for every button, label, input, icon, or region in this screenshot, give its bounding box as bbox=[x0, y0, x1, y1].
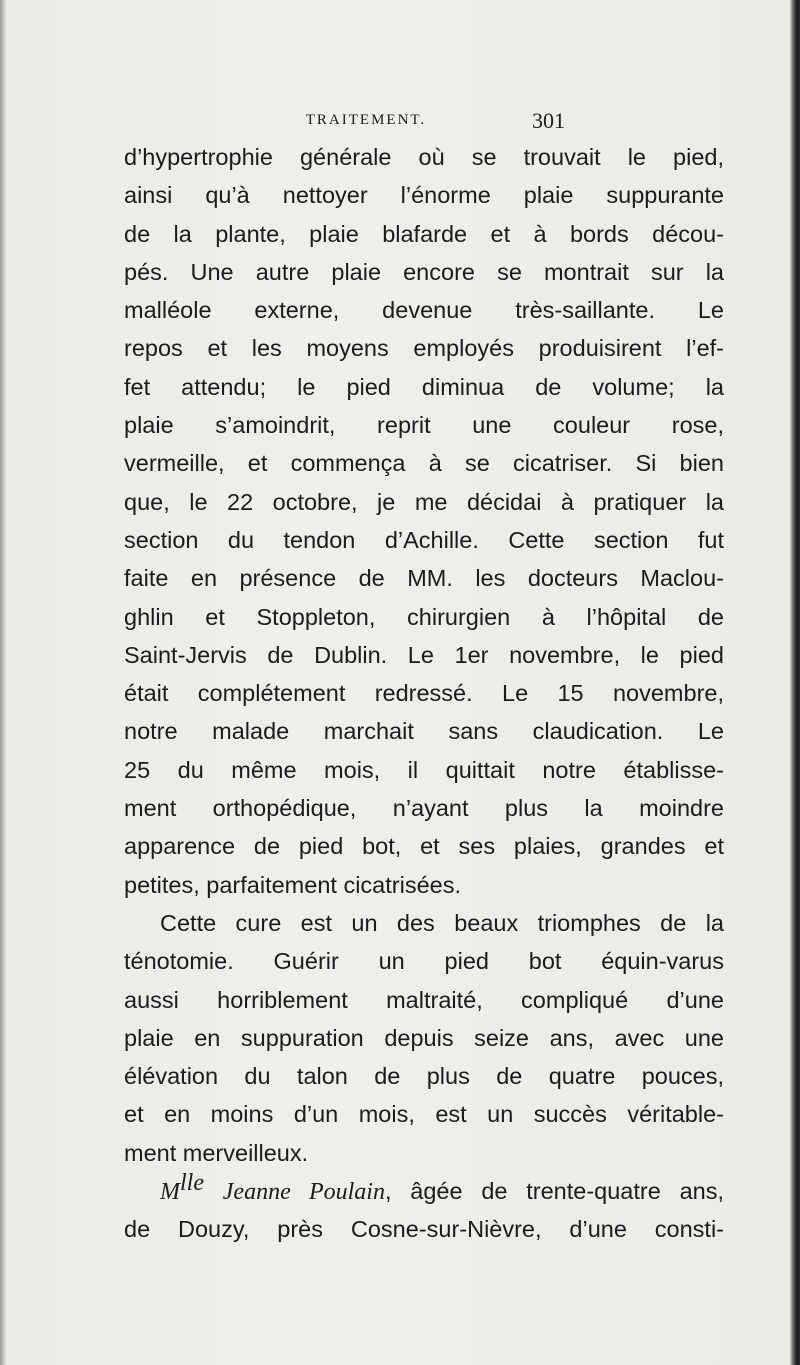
text-line: repos et les moyens employés produisirent l’ef- bbox=[124, 335, 724, 362]
body-text bbox=[124, 138, 724, 1249]
gutter-shadow bbox=[0, 0, 6, 1365]
text-line bbox=[124, 1172, 724, 1210]
page-header bbox=[0, 108, 800, 136]
text-line: ténotomie. Guérir un pied bot équin-varus bbox=[124, 948, 724, 975]
text-line: de la plante, plaie blafarde et à bords décou- bbox=[124, 220, 724, 247]
text-line: ment orthopédique, n’ayant plus la moindre bbox=[124, 795, 724, 822]
paragraph bbox=[124, 138, 724, 904]
text-line: Saint-Jervis de Dublin. Le 1er novembre, le pied bbox=[124, 641, 724, 668]
text-line: élévation du talon de plus de quatre pouces, bbox=[124, 1063, 724, 1090]
paragraph bbox=[124, 1172, 724, 1249]
text-line: ment merveilleux. bbox=[124, 1139, 309, 1166]
text-line: d’hypertrophie générale où se trouvait le pied, bbox=[124, 144, 724, 170]
text-line: fet attendu; le pied diminua de volume; la bbox=[124, 373, 724, 400]
text-line: faite en présence de MM. les docteurs Maclou- bbox=[124, 565, 724, 592]
text-line: ghlin et Stoppleton, chirurgien à l’hôpital de bbox=[124, 603, 724, 630]
text-line: petites, parfaitement cicatrisées. bbox=[124, 871, 461, 898]
line-rest: , âgée de trente-quatre ans, bbox=[384, 1178, 724, 1205]
text-line: Cette cure est un des beaux triomphes de la bbox=[160, 909, 724, 936]
text-line: section du tendon d’Achille. Cette section fut bbox=[124, 526, 724, 553]
text-line: pés. Une autre plaie encore se montrait sur la bbox=[124, 258, 724, 285]
text-line: que, le 22 octobre, je me décidai à pratiquer la bbox=[124, 488, 724, 515]
text-line: plaie en suppuration depuis seize ans, avec une bbox=[124, 1024, 724, 1051]
text-line: ainsi qu’à nettoyer l’énorme plaie suppurante bbox=[124, 182, 724, 209]
page-edge bbox=[790, 0, 800, 1365]
text-line: aussi horriblement maltraité, compliqué d’une bbox=[124, 986, 724, 1013]
text-line: plaie s’amoindrit, reprit une couleur rose, bbox=[124, 412, 724, 439]
paragraph bbox=[124, 904, 724, 1172]
text-line: et en moins d’un mois, est un succès véritable- bbox=[124, 1101, 724, 1128]
text-line: apparence de pied bot, et ses plaies, grandes et bbox=[124, 833, 724, 860]
honorific bbox=[160, 1170, 204, 1206]
honorific-letter: M bbox=[160, 1179, 180, 1206]
page-number: 301 bbox=[532, 108, 565, 133]
text-line: malléole externe, devenue très-saillante. Le bbox=[124, 297, 724, 324]
text-line: notre malade marchait sans claudication. Le bbox=[124, 718, 724, 745]
text-line: vermeille, et commença à se cicatriser. Si bien bbox=[124, 450, 724, 477]
text-line: 25 du même mois, il quittait notre établisse- bbox=[124, 756, 724, 783]
running-head: TRAITEMENT. bbox=[305, 112, 427, 128]
text-line: de Douzy, près Cosne-sur-Nièvre, d’une consti- bbox=[124, 1216, 724, 1243]
honorific-superscript: lle bbox=[180, 1170, 204, 1197]
person-name: Jeanne Poulain bbox=[222, 1179, 385, 1206]
text-line: était complétement redressé. Le 15 novembre, bbox=[124, 680, 724, 707]
